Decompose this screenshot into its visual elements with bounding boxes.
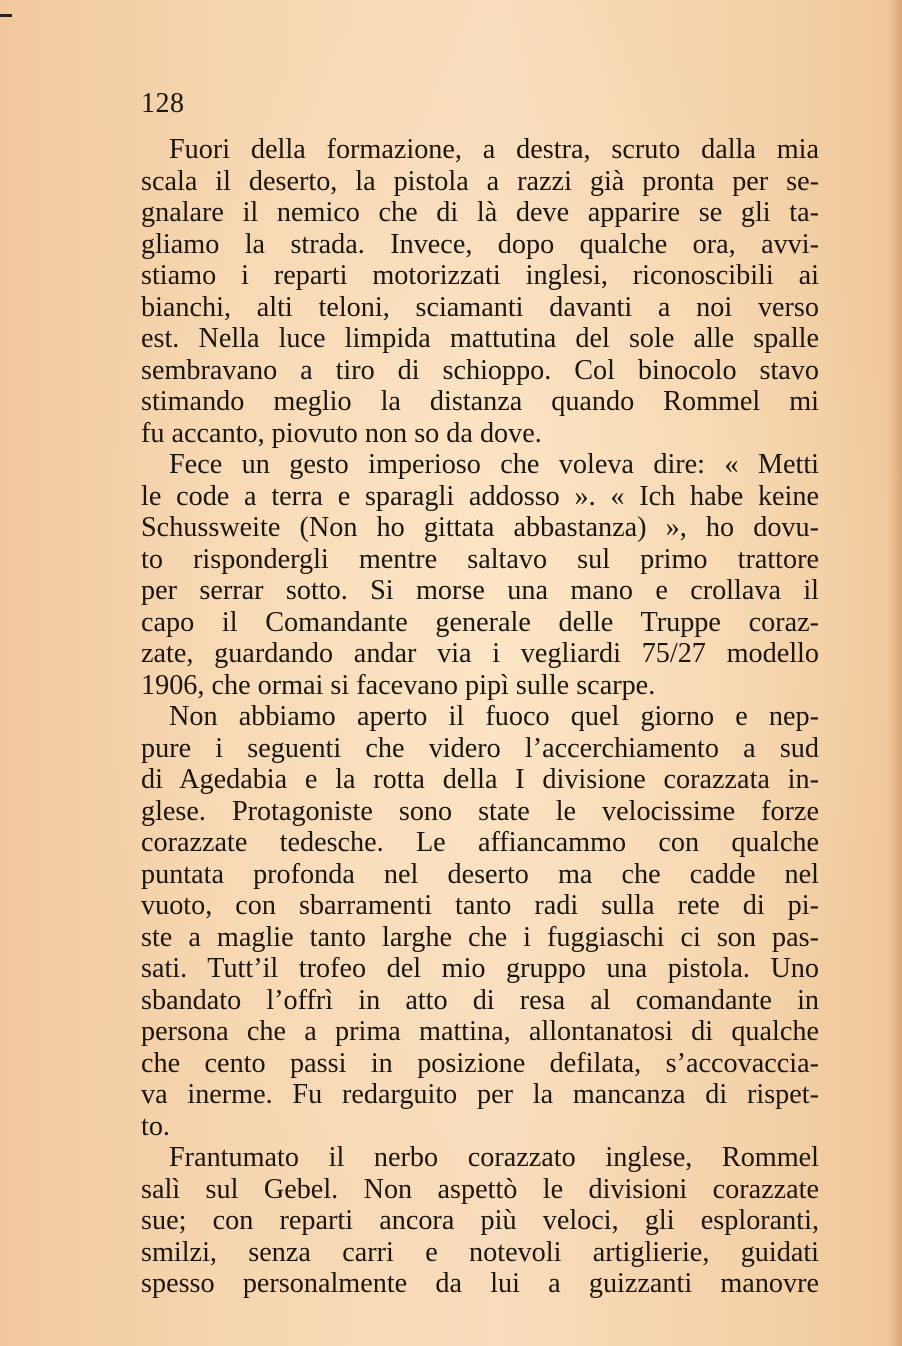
text-line: scala il deserto, la pistola a razzi già pronta per se- xyxy=(141,165,819,197)
text-line: 1906, che ormai si facevano pipì sulle scarpe. xyxy=(141,669,656,701)
text-line: capo il Comandante generale delle Truppe coraz- xyxy=(141,606,819,638)
text-line: Schussweite (Non ho gittata abbastanza) », ho dovu- xyxy=(141,512,819,543)
text-line: va inerme. Fu redarguito per la mancanza di rispet- xyxy=(141,1079,819,1110)
text-line: gliamo la strada. Invece, dopo qualche ora, avvi- xyxy=(141,228,819,260)
text-line: gnalare il nemico che di là deve apparire se gli ta- xyxy=(141,197,819,228)
text-line: stimando meglio la distanza quando Rommel mi xyxy=(141,386,819,417)
text-line: spesso personalmente da lui a guizzanti manovre xyxy=(141,1268,819,1299)
text-line: sembravano a tiro di schioppo. Col binocolo stavo xyxy=(141,354,819,386)
text-line: le code a terra e sparagli addosso ». « Ich habe keine xyxy=(141,480,819,512)
text-line: smilzi, senza carri e notevoli artiglierie, guidati xyxy=(141,1236,819,1268)
text-line: Fuori della formazione, a destra, scruto dalla mia xyxy=(169,134,819,165)
text-line: ste a maglie tanto larghe che i fuggiaschi ci son pas- xyxy=(141,921,819,953)
text-line: Fece un gesto imperioso che voleva dire: « Metti xyxy=(169,449,819,480)
page-number: 128 xyxy=(141,88,185,119)
text-line: vuoto, con sbarramenti tanto radi sulla rete di pi- xyxy=(141,890,819,921)
text-line: bianchi, alti teloni, sciamanti davanti a noi verso xyxy=(141,291,819,323)
text-line: Frantumato il nerbo corazzato inglese, Rommel xyxy=(169,1142,819,1173)
text-line: zate, guardando andar via i vegliardi 75/27 modello xyxy=(141,638,819,669)
text-line: persona che a prima mattina, allontanatosi di qualche xyxy=(141,1016,819,1047)
text-line: per serrar sotto. Si morse una mano e crollava il xyxy=(141,575,819,606)
text-line: pure i seguenti che videro l’accerchiamento a sud xyxy=(141,732,819,764)
text-line: sati. Tutt’il trofeo del mio gruppo una pistola. Uno xyxy=(141,953,819,984)
text-line: salì sul Gebel. Non aspettò le divisioni corazzate xyxy=(141,1173,819,1205)
text-line: sue; con reparti ancora più veloci, gli esploranti, xyxy=(141,1205,819,1236)
text-line: sbandato l’offrì in atto di resa al comandante in xyxy=(141,984,819,1016)
text-line: fu accanto, piovuto non so da dove. xyxy=(141,417,542,449)
text-line: corazzate tedesche. Le affiancammo con qualche xyxy=(141,827,819,858)
text-line: to. xyxy=(141,1110,170,1142)
body-text xyxy=(141,134,819,1300)
page-edge-shadow xyxy=(888,0,902,1346)
text-line: est. Nella luce limpida mattutina del sole alle spalle xyxy=(141,323,819,354)
text-line: puntata profonda nel deserto ma che cadde nel xyxy=(141,858,819,890)
text-line: Non abbiamo aperto il fuoco quel giorno e nep- xyxy=(169,701,819,732)
text-line: glese. Protagoniste sono state le velocissime forze xyxy=(141,795,819,827)
text-line: to rispondergli mentre saltavo sul primo trattore xyxy=(141,543,819,575)
text-line: di Agedabia e la rotta della I divisione corazzata in- xyxy=(141,764,819,795)
text-line: che cento passi in posizione defilata, s’accovaccia- xyxy=(141,1047,819,1079)
scan-mark xyxy=(0,14,12,17)
text-line: stiamo i reparti motorizzati inglesi, riconoscibili ai xyxy=(141,260,819,291)
